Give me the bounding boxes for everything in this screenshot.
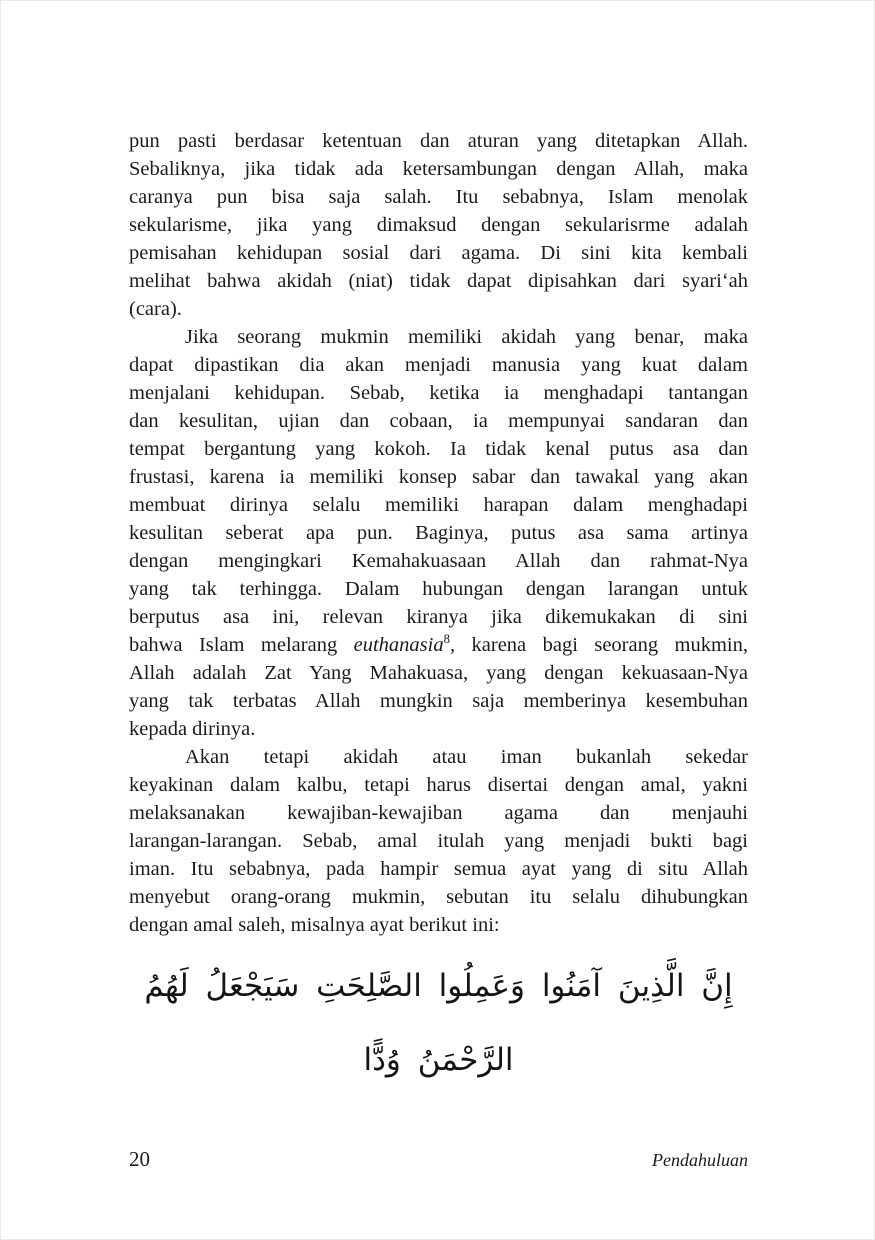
text-line: yang tak terhingga. Dalam hubungan dengan larangan untuk [129, 578, 748, 600]
paragraph [129, 743, 748, 939]
text-line: kesulitan seberat apa pun. Baginya, putus asa sama artinya [129, 522, 748, 544]
text-line: dapat dipastikan dia akan menjadi manusia yang kuat dalam [129, 354, 748, 376]
text-line: caranya pun bisa saja salah. Itu sebabnya, Islam menolak [129, 186, 748, 208]
text-line: menyebut orang-orang mukmin, sebutan itu selalu dihubungkan [129, 886, 748, 908]
text-line: keyakinan dalam kalbu, tetapi harus disertai dengan amal, yakni [129, 774, 748, 796]
text-line: larangan-larangan. Sebab, amal itulah yang menjadi bukti bagi [129, 830, 748, 852]
text-line: pun pasti berdasar ketentuan dan aturan yang ditetapkan Allah. [129, 130, 748, 152]
text-line: frustasi, karena ia memiliki konsep sabar dan tawakal yang akan [129, 466, 748, 488]
text-line: bahwa Islam melarang euthanasia$^8$, karena bagi seorang mukmin, [129, 632, 748, 656]
text-line: membuat dirinya selalu memiliki harapan dalam menghadapi [129, 494, 748, 516]
text-line: (cara). [129, 298, 182, 320]
text-line: iman. Itu sebabnya, pada hampir semua ayat yang di situ Allah [129, 858, 748, 880]
text-line: yang tak terbatas Allah mungkin saja memberinya kesembuhan [129, 690, 748, 712]
text-line: dengan mengingkari Kemahakuasaan Allah dan rahmat-Nya [129, 550, 748, 572]
body-text [129, 127, 748, 939]
text-line: Allah adalah Zat Yang Mahakuasa, yang dengan kekuasaan-Nya [129, 662, 748, 684]
text-line: Jika seorang mukmin memiliki akidah yang benar, maka [185, 326, 748, 348]
text-line: dan kesulitan, ujian dan cobaan, ia mempunyai sandaran dan [129, 410, 748, 432]
page-number: 20 [129, 1147, 150, 1171]
text-line: tempat bergantung yang kokoh. Ia tidak kenal putus asa dan [129, 438, 748, 460]
text-line: Akan tetapi akidah atau iman bukanlah sekedar [185, 746, 748, 768]
text-line: berputus asa ini, relevan kiranya jika dikemukakan di sini [129, 606, 748, 628]
text-line: melaksanakan kewajiban-kewajiban agama dan menjauhi [129, 802, 748, 824]
paragraph [129, 323, 748, 743]
text-line: dengan amal saleh, misalnya ayat berikut ini: [129, 914, 500, 936]
text-line: Sebaliknya, jika tidak ada ketersambungan dengan Allah, maka [129, 158, 748, 180]
text-line: melihat bahwa akidah (niat) tidak dapat dipisahkan dari syari‘ah [129, 270, 748, 292]
running-title: Pendahuluan [652, 1150, 748, 1170]
arabic-verse: إِنَّ الَّذِينَ آمَنُوا وَعَمِلُوا الصَّلِحَتِ سَيَجْعَلُ لَهُمُ الرَّحْمَنُ وُدًّا [144, 968, 733, 1078]
text-line: sekularisme, jika yang dimaksud dengan sekularisrme adalah [129, 214, 748, 236]
page-footer [129, 1147, 748, 1172]
text-line: kepada dirinya. [129, 718, 256, 740]
text-line: menjalani kehidupan. Sebab, ketika ia menghadapi tantangan [129, 382, 748, 404]
paragraph [129, 127, 748, 323]
text-line: pemisahan kehidupan sosial dari agama. Di sini kita kembali [129, 242, 748, 264]
